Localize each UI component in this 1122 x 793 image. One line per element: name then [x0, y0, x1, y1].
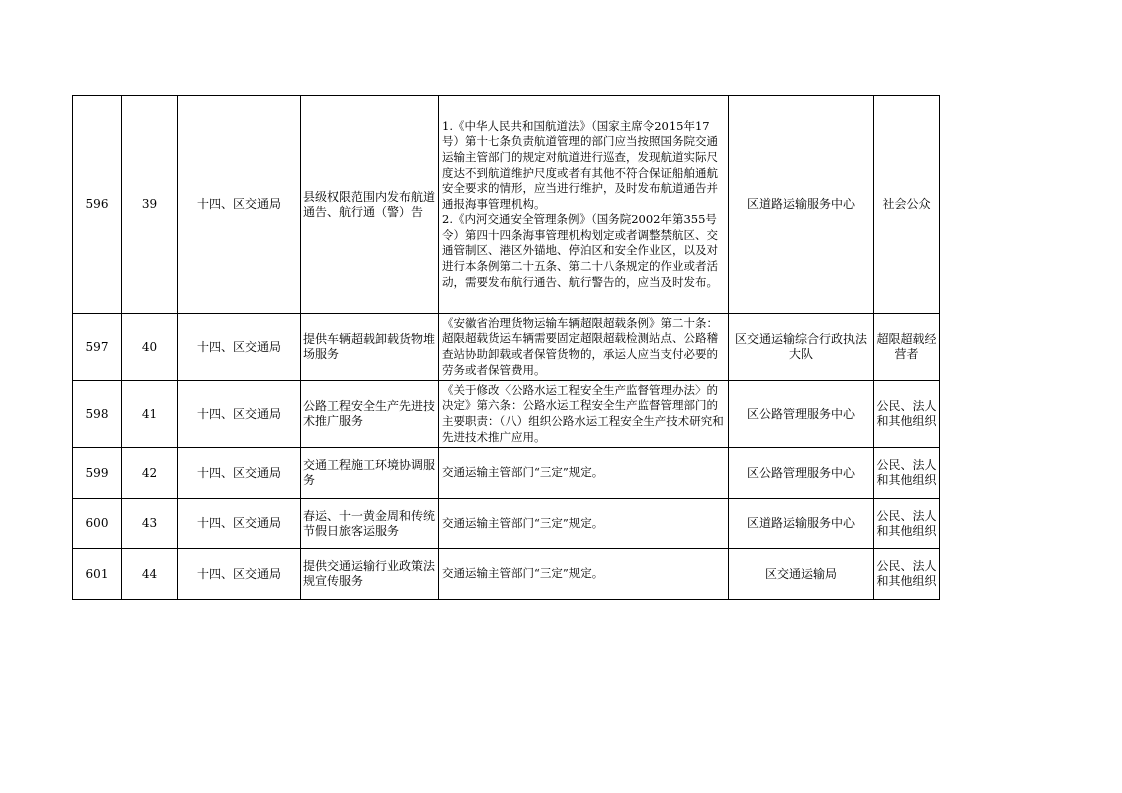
- basis-line: 《安徽省治理货物运输车辆超限超载条例》第二十条：超限超载货运车辆需要固定超限超载检测站点、公路稽查站协助卸载或者保管货物的，承运人应当支付必要的劳务或者保管费用。: [442, 315, 718, 377]
- basis-cell: [439, 381, 729, 448]
- target-cell: 公民、法人和其他组织: [874, 448, 940, 499]
- item-cell: 公路工程安全生产先进技术推广服务: [301, 381, 439, 448]
- basis-line: 交通运输主管部门“三定”规定。: [442, 566, 604, 581]
- basis-line: 交通运输主管部门“三定”规定。: [442, 515, 604, 530]
- table-row: [73, 96, 940, 314]
- category-cell: 十四、区交通局: [178, 381, 301, 448]
- table-row: [73, 448, 940, 499]
- seq-cell: 597: [73, 314, 122, 381]
- target-cell: 公民、法人和其他组织: [874, 499, 940, 549]
- target-cell: 公民、法人和其他组织: [874, 549, 940, 600]
- basis-line: 1.《中华人民共和国航道法》（国家主席令2015年17号）第十七条负责航道管理的部门应当按照国务院交通运输主管部门的规定对航道进行巡查，发现航道实际尺度达不到航道维护尺度或者有其他不符合保证船舶通航安全要求的情形，应当进行维护，及时发布航道通告并通报海事管理机构。: [442, 118, 718, 211]
- category-cell: 十四、区交通局: [178, 448, 301, 499]
- unit-cell: 区道路运输服务中心: [729, 96, 874, 314]
- sub-seq-cell: 44: [122, 549, 178, 600]
- unit-cell: 区公路管理服务中心: [729, 448, 874, 499]
- category-cell: 十四、区交通局: [178, 314, 301, 381]
- item-cell: 交通工程施工环境协调服务: [301, 448, 439, 499]
- item-cell: 提供车辆超载卸载货物堆场服务: [301, 314, 439, 381]
- basis-cell: [439, 448, 729, 499]
- sub-seq-cell: 41: [122, 381, 178, 448]
- target-cell: 超限超载经营者: [874, 314, 940, 381]
- seq-cell: 600: [73, 499, 122, 549]
- table-row: [73, 499, 940, 549]
- table-row: [73, 381, 940, 448]
- seq-cell: 598: [73, 381, 122, 448]
- basis-line: 交通运输主管部门“三定”规定。: [442, 465, 604, 480]
- sub-seq-cell: 40: [122, 314, 178, 381]
- item-cell: 春运、十一黄金周和传统节假日旅客运服务: [301, 499, 439, 549]
- unit-cell: 区交通运输综合行政执法大队: [729, 314, 874, 381]
- unit-cell: 区道路运输服务中心: [729, 499, 874, 549]
- seq-cell: 596: [73, 96, 122, 314]
- basis-line: 2.《内河交通安全管理条例》（国务院2002年第355号令）第四十四条海事管理机构划定或者调整禁航区、交通管制区、港区外锚地、停泊区和安全作业区，以及对进行本条例第二十五条、第二十八条规定的作业或者活动，需要发布航行通告、航行警告的，应当及时发布。: [442, 212, 718, 289]
- item-cell: 县级权限范围内发布航道通告、航行通（警）告: [301, 96, 439, 314]
- basis-cell: [439, 499, 729, 549]
- category-cell: 十四、区交通局: [178, 549, 301, 600]
- seq-cell: 601: [73, 549, 122, 600]
- unit-cell: 区公路管理服务中心: [729, 381, 874, 448]
- target-cell: 公民、法人和其他组织: [874, 381, 940, 448]
- category-cell: 十四、区交通局: [178, 96, 301, 314]
- basis-cell: [439, 549, 729, 600]
- sub-seq-cell: 42: [122, 448, 178, 499]
- target-cell: 社会公众: [874, 96, 940, 314]
- item-cell: 提供交通运输行业政策法规宣传服务: [301, 549, 439, 600]
- service-list-table: [72, 95, 940, 600]
- basis-cell: [439, 96, 729, 314]
- basis-cell: [439, 314, 729, 381]
- table-row: [73, 549, 940, 600]
- unit-cell: 区交通运输局: [729, 549, 874, 600]
- basis-line: 《关于修改〈公路水运工程安全生产监督管理办法〉的决定》第六条：公路水运工程安全生产监督管理部门的主要职责：（八）组织公路水运工程安全生产技术研究和先进技术推广应用。: [442, 382, 724, 444]
- seq-cell: 599: [73, 448, 122, 499]
- sub-seq-cell: 39: [122, 96, 178, 314]
- table-row: [73, 314, 940, 381]
- sub-seq-cell: 43: [122, 499, 178, 549]
- category-cell: 十四、区交通局: [178, 499, 301, 549]
